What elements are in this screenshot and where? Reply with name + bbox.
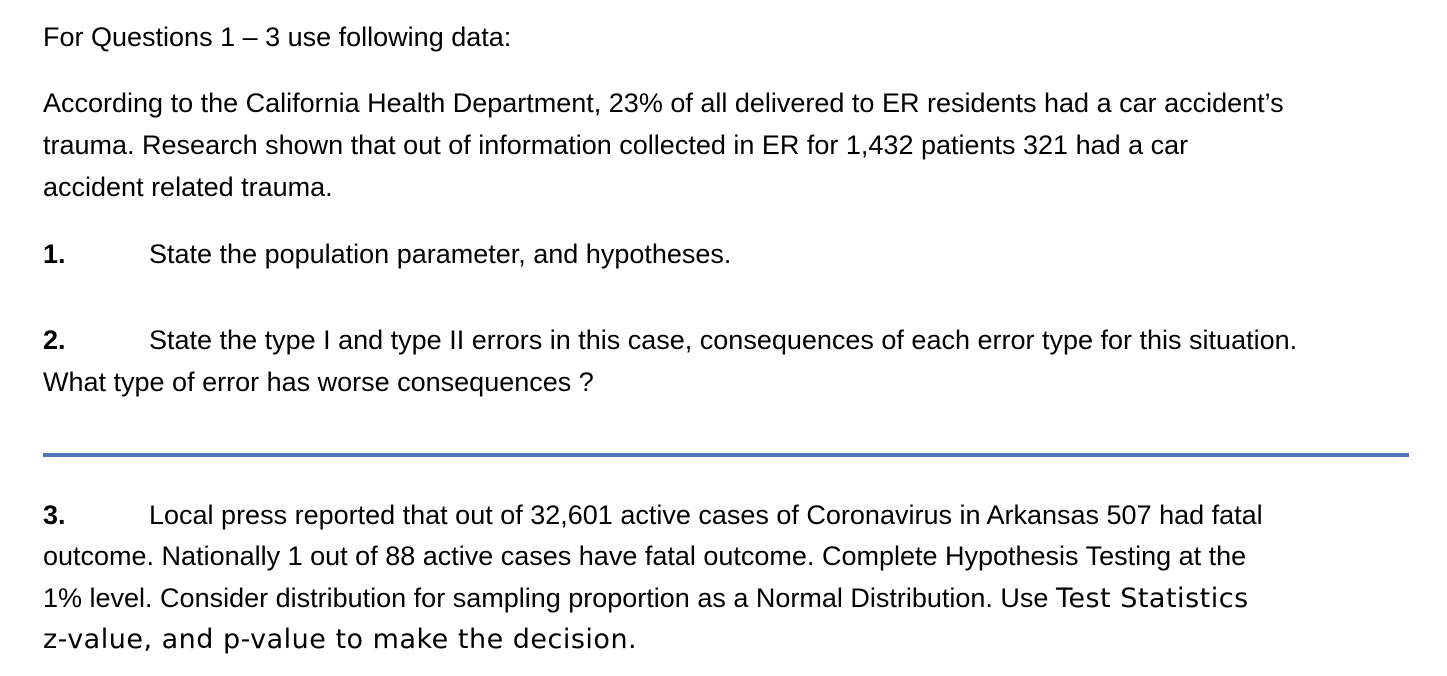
question-2-text-line-2: What type of error has worse consequences ?	[43, 367, 594, 397]
question-1-text: State the population parameter, and hypotheses.	[149, 239, 732, 269]
question-3	[43, 498, 1263, 532]
question-3-text-line-2: outcome. Nationally 1 out of 88 active cases have fatal outcome. Complete Hypothesis Testing at the	[43, 541, 1247, 571]
context-line-3: accident related trauma.	[43, 172, 333, 202]
question-3-text-line-3	[43, 581, 1249, 616]
context-line-1: According to the California Health Department, 23% of all delivered to ER residents had a car accident’s	[43, 88, 1284, 118]
question-1-number: 1.	[43, 239, 66, 269]
question-3-text-line-1: Local press reported that out of 32,601 active cases of Coronavirus in Arkansas 507 had fatal	[149, 500, 1263, 530]
question-3-text-line-3b: Test Statistics	[1055, 583, 1249, 614]
question-2	[43, 323, 1297, 357]
context-line-2: trauma. Research shown that out of information collected in ER for 1,432 patients 321 had a car	[43, 130, 1189, 160]
question-2-number: 2.	[43, 325, 66, 355]
question-3-number: 3.	[43, 500, 66, 530]
worksheet-page	[43, 0, 1413, 676]
question-1	[43, 237, 731, 271]
intro-heading: For Questions 1 – 3 use following data:	[43, 22, 512, 52]
section-divider	[43, 453, 1409, 457]
question-2-text-line-1: State the type I and type II errors in this case, consequences of each error type for this situation.	[149, 325, 1298, 355]
question-3-text-line-3a: 1% level. Consider distribution for sampling proportion as a Normal Distribution. Use	[43, 583, 1056, 613]
question-3-text-line-4: z-value, and p-value to make the decision.	[43, 624, 638, 655]
